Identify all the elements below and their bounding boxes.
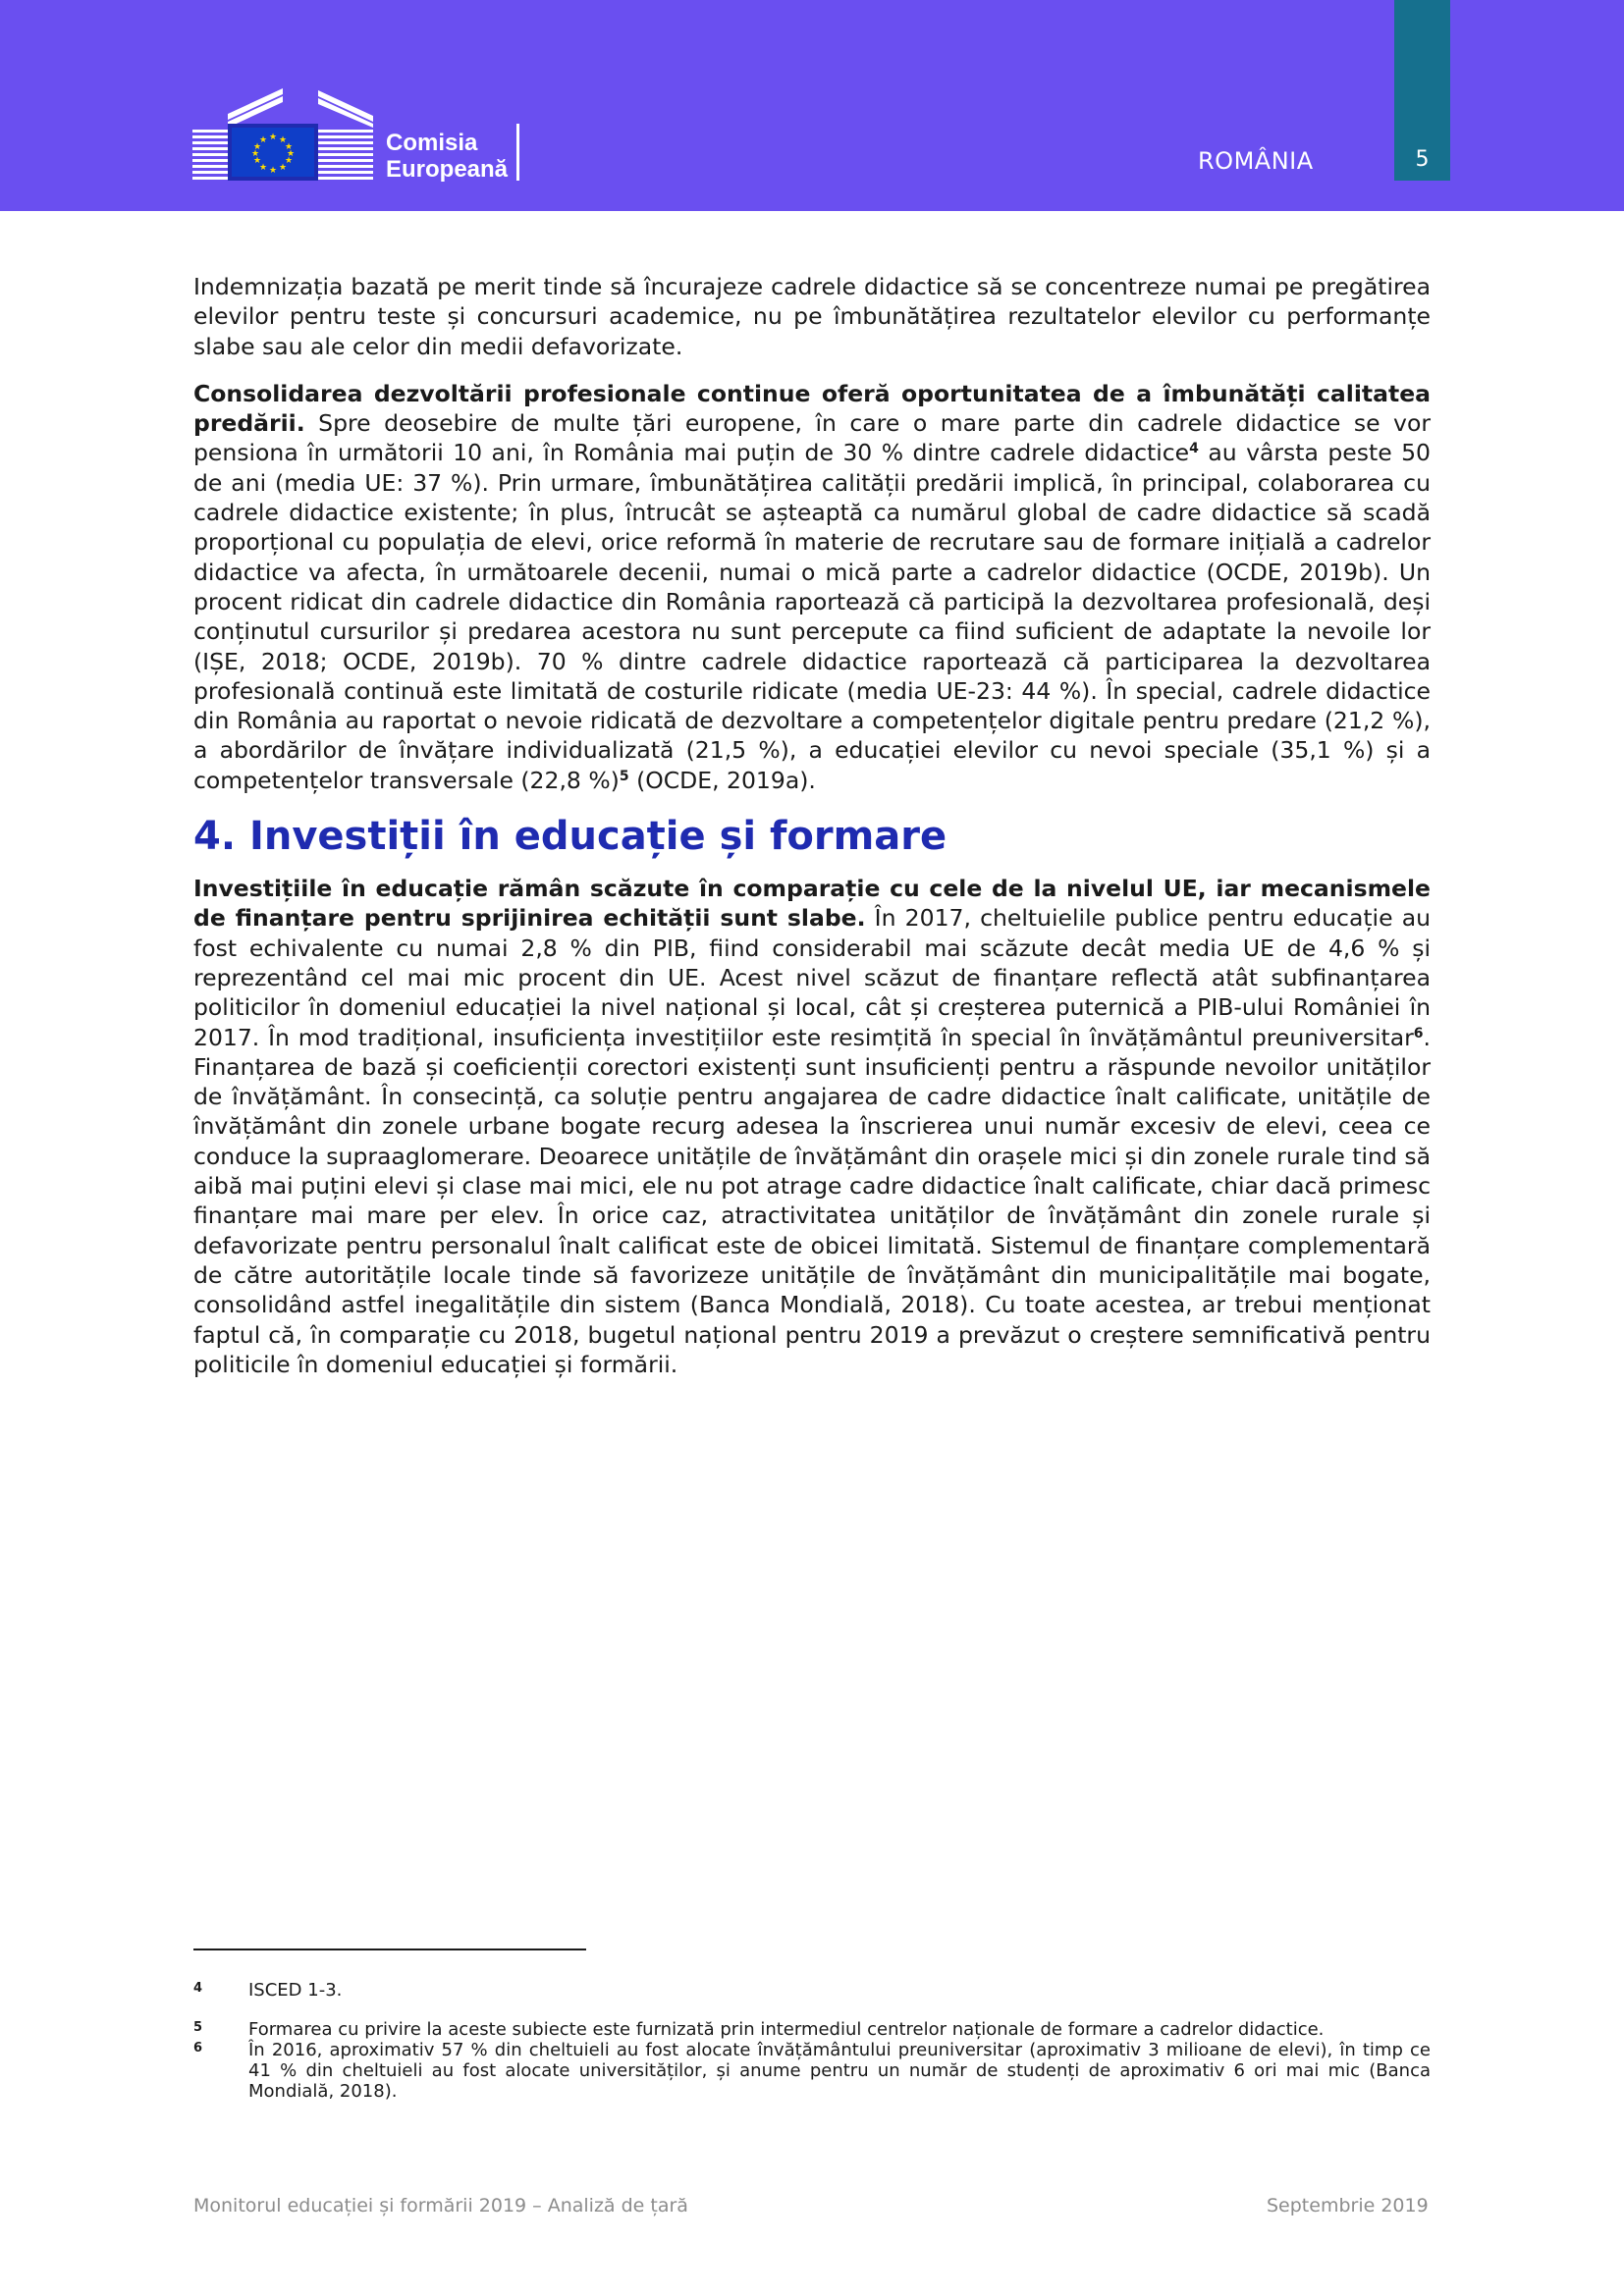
footnote-text: Formarea cu privire la aceste subiecte este furnizată prin intermediul centrelor naționale de formare a cadrelor didactice.: [248, 2019, 1325, 2040]
logo-line-2: Europeană: [386, 156, 509, 183]
svg-text:★: ★: [278, 135, 288, 145]
paragraph-investment: Investițiile în educație rămân scăzute în comparație cu cele de la nivelul UE, iar mecanismele de finanțare pentru sprijinirea echității sunt slabe. În 2017, cheltuielile publice pentru educație au fost echivalente cu numai 2,8 % din PIB, fiind considerabil mai scăzute decât media UE de 4,6 % și reprezentând cel mai mic procent din UE. Acest nivel scăzut de finanțare reflectă atât subfinanțarea politicilor în domeniul educației la nivel național și local, cât și creșterea puternică a PIB-ului României în 2017. În mod tradițional, insuficiența investițiilor este resimțită în special în învățământul preuniversitar$^6$. Finanțarea de bază și coeficienții corectori existenți sunt insuficienți pentru a răspunde nevoilor unităților de învățământ. În consecință, ca soluție pentru angajarea de cadre didactice înalt calificate, unitățile de învățământ din zonele urbane bogate recurg adesea la înscrierea unui număr excesiv de elevi, ceea ce conduce la supraaglomerare. Deoarece unitățile de învățământ din orașele mici și din zonele rurale tind să aibă mai puțini elevi și clase mai mici, ele nu pot atrage cadre didactice înalt calificate, chiar dacă primesc finanțare mai mare per elev. În orice caz, atractivitatea unităților de învățământ din zonele rurale și defavorizate pentru personalul înalt calificat este de obicei limitată. Sistemul de finanțare complementară de către autoritățile locale tinde să favorizeze unitățile de învățământ din municipalitățile mai bogate, consolidând astfel inegalitățile din sistem (Banca Mondială, 2018). Cu toate acestea, ar trebui menționat faptul că, în comparație cu 2018, bugetul național pentru 2019 a prevăzut o creștere semnificativă pentru politicile în domeniul educației și formării.: [193, 875, 1431, 1378]
svg-text:★: ★: [286, 149, 296, 159]
footnote-number: 6: [193, 2041, 203, 2056]
svg-text:★: ★: [268, 133, 278, 142]
footnote-number: 5: [193, 2020, 203, 2035]
section-heading: 4. Investiții în educație și formare: [193, 814, 947, 860]
svg-text:★: ★: [258, 163, 268, 173]
svg-text:★: ★: [268, 166, 278, 176]
footnote-text: În 2016, aproximativ 57 % din cheltuieli au fost alocate învățământului preuniversitar (aproximativ 3 milioane de elevi), în timp ce 41 % din cheltuieli au fost alocate universităților, și anume pentru un număr de studenți de aproximativ 6 ori mai mic (Banca Mondială, 2018).: [248, 2040, 1431, 2102]
lead-sentence: Consolidarea dezvoltării profesionale continue oferă oportunitatea de a îmbunătăți calitatea predării.: [193, 379, 1431, 438]
logo-text: [386, 130, 508, 183]
footnote-ref-4[interactable]: 4: [1189, 441, 1199, 457]
main-content: [193, 272, 1431, 1397]
footer-title: Monitorul educației și formării 2019 – Analiză de țară: [193, 2195, 688, 2216]
footnote-ref-5[interactable]: 5: [619, 768, 629, 784]
footnote-4: [193, 1980, 1431, 2001]
country-label: ROMÂNIA: [1198, 147, 1314, 175]
footnote-text: ISCED 1-3.: [248, 1980, 343, 2001]
paragraph-merit-pay: Indemnizația bazată pe merit tinde să încurajeze cadrele didactice să se concentreze numai pe pregătirea elevilor pentru teste și concursuri academice, nu pe îmbunătățirea rezultatelor elevilor cu performanțe slabe sau ale celor din medii defavorizate.: [193, 273, 1431, 360]
svg-text:★: ★: [250, 149, 260, 159]
logo-line-1: Comisia: [386, 130, 478, 156]
paragraph-professional-development: Consolidarea dezvoltării profesionale continue oferă oportunitatea de a îmbunătăți calitatea predării. Spre deosebire de multe țări europene, în care o mare parte din cadrele didactice se vor pensiona în următorii 10 ani, în România mai puțin de 30 % dintre cadrele didactice$^4$ au vârsta peste 50 de ani (media UE: 37 %). Prin urmare, îmbunătățirea calității predării implică, în principal, colaborarea cu cadrele didactice existente; în plus, întrucât se așteaptă ca numărul global de cadre didactice să scadă proporțional cu populația de elevi, orice reformă în materie de recrutare sau de formare inițială a cadrelor didactice va afecta, în următoarele decenii, numai o mică parte a cadrelor didactice (OCDE, 2019b). Un procent ridicat din cadrele didactice din România raportează că participă la dezvoltarea profesională, deși conținutul cursurilor și predarea acestora nu sunt percepute ca fiind suficient de adaptate la nevoile lor (IȘE, 2018; OCDE, 2019b). 70 % dintre cadrele didactice raportează că participarea la dezvoltarea profesională continuă este limitată de costurile ridicate (media UE-23: 44 %). În special, cadrele didactice din România au raportat o nevoie ridicată de dezvoltare a competențelor digitale pentru predare (21,2 %), a abordărilor de învățare individualizată (21,5 %), a educației elevilor cu nevoi speciale (35,1 %) și a competențelor transversale (22,8 %)$^5$ (OCDE, 2019a).: [193, 379, 1431, 794]
lead-sentence: Investițiile în educație rămân scăzute în comparație cu cele de la nivelul UE, iar mecanismele de finanțare pentru sprijinirea echității sunt slabe.: [193, 875, 1431, 933]
footnote-number: 4: [193, 1981, 203, 1996]
footnote-separator: [193, 1949, 586, 1950]
logo-divider: [516, 124, 519, 181]
footnote-ref-6[interactable]: 6: [1413, 1025, 1424, 1041]
svg-text:★: ★: [284, 156, 294, 166]
svg-text:★: ★: [252, 142, 262, 152]
svg-text:★: ★: [278, 163, 288, 173]
svg-text:★: ★: [258, 135, 268, 145]
svg-text:★: ★: [284, 142, 294, 152]
footnote-6: [193, 2040, 1431, 2102]
page-number: 5: [1415, 147, 1430, 172]
svg-text:★: ★: [252, 156, 262, 166]
footnote-5: [193, 2019, 1431, 2040]
footer-date: Septembrie 2019: [1267, 2195, 1429, 2216]
